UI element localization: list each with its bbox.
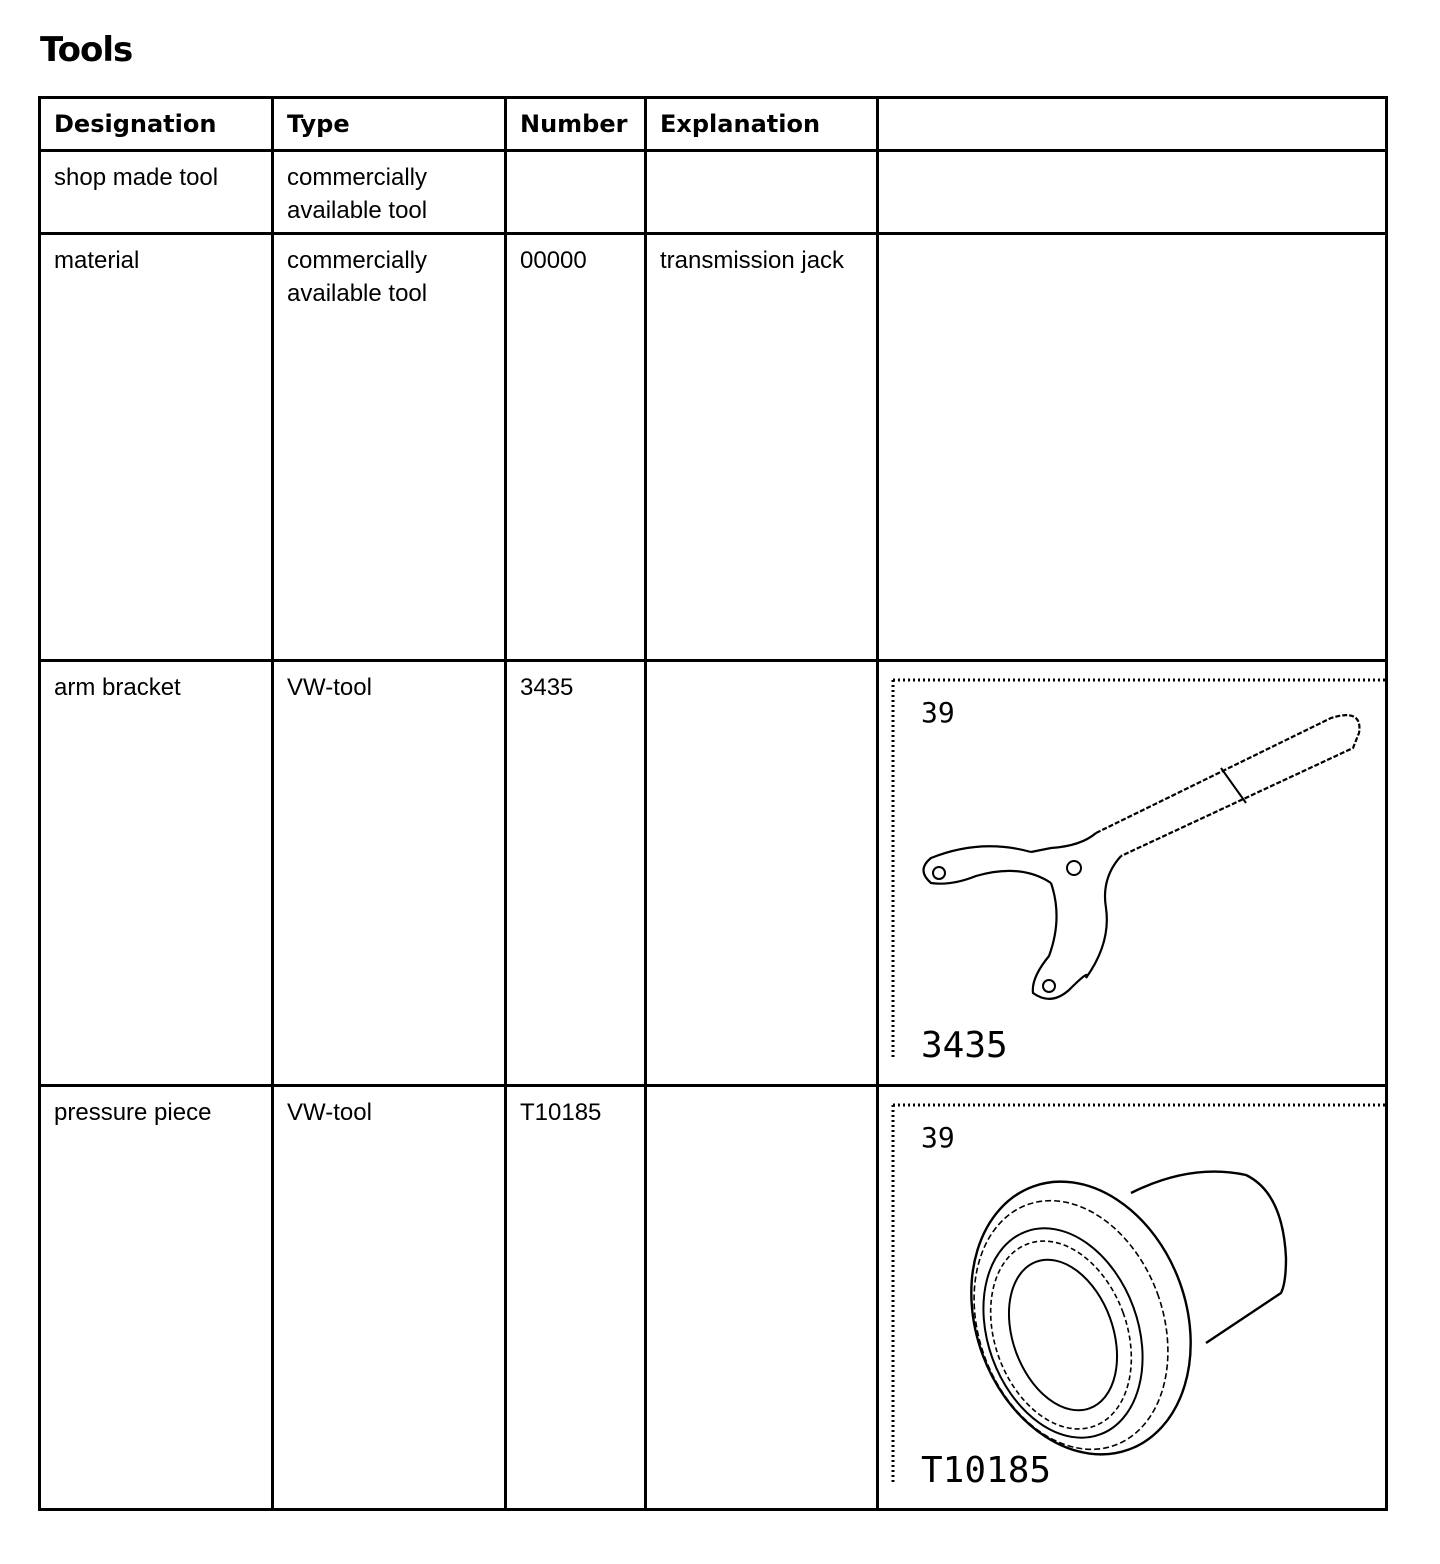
- cell-number: [506, 151, 646, 234]
- cell-type: VW-tool: [273, 661, 506, 1086]
- header-number: Number: [506, 98, 646, 151]
- cell-illustration: [878, 1086, 1387, 1510]
- header-type: Type: [273, 98, 506, 151]
- header-illustration: [878, 98, 1387, 151]
- cell-designation: shop made tool: [40, 151, 273, 234]
- tool-figure-t10185: [891, 1103, 1387, 1503]
- table-header-row: [40, 98, 1387, 151]
- cell-explanation: [646, 151, 878, 234]
- cell-illustration: [878, 234, 1387, 661]
- hook-spanner-wrench-icon: [891, 678, 1387, 1078]
- cell-illustration: [878, 661, 1387, 1086]
- cell-type: commercially available tool: [273, 234, 506, 661]
- figure-part-number: T10185: [921, 1450, 1052, 1491]
- figure-reference-number: 39: [921, 1121, 955, 1154]
- table-row: [40, 151, 1387, 234]
- cell-type: commercially available tool: [273, 151, 506, 234]
- cell-explanation: [646, 1086, 878, 1510]
- table-row: [40, 661, 1387, 1086]
- figure-reference-number: 39: [921, 696, 955, 729]
- header-designation: Designation: [40, 98, 273, 151]
- page-title: Tools: [40, 30, 133, 70]
- figure-part-number: 3435: [921, 1025, 1008, 1066]
- cell-number: T10185: [506, 1086, 646, 1510]
- tool-figure-3435: [891, 678, 1387, 1078]
- cell-number: 00000: [506, 234, 646, 661]
- cell-number: 3435: [506, 661, 646, 1086]
- cell-designation: pressure piece: [40, 1086, 273, 1510]
- pressure-piece-icon: [891, 1103, 1387, 1503]
- cell-explanation: [646, 661, 878, 1086]
- cell-designation: arm bracket: [40, 661, 273, 1086]
- cell-explanation: transmission jack: [646, 234, 878, 661]
- table-row: [40, 1086, 1387, 1510]
- cell-designation: material: [40, 234, 273, 661]
- tools-table: [38, 96, 1388, 1511]
- header-explanation: Explanation: [646, 98, 878, 151]
- cell-type: VW-tool: [273, 1086, 506, 1510]
- cell-illustration: [878, 151, 1387, 234]
- table-row: [40, 234, 1387, 661]
